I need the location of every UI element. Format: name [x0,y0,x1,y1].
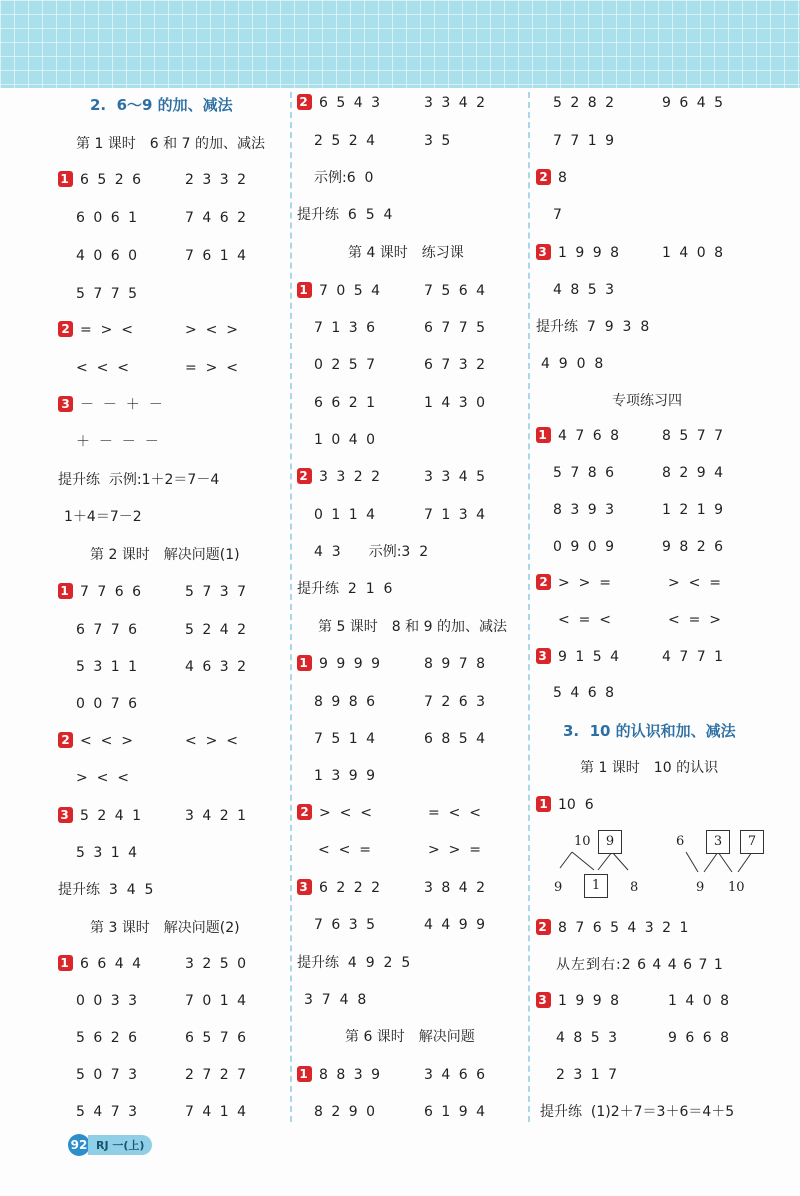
question-number-badge: 1 [58,583,73,599]
question-number-badge: 2 [536,574,551,590]
answer-row: 2 8 [536,168,567,188]
number-decomposition-diagram [550,826,650,896]
answer-row: 3 1 9 9 8 [536,991,621,1011]
question-number-badge: 3 [536,992,551,1008]
answer-group: 8 9 7 8 [424,656,487,672]
answer-group: 5 7 8 6 [553,465,616,481]
answer-group: 1 0 4 0 [314,432,377,448]
answer-group: 5 4 7 3 [76,1104,139,1120]
answer-group: 6 1 9 4 [424,1104,487,1120]
answer-row: 2 < < > [58,731,133,751]
section-heading: 2. 6～9 的加、减法 [90,96,233,114]
answer-box: 3 [706,830,730,854]
answer-row: 2 8 7 6 5 4 3 2 1 [536,918,690,938]
answer-row: 3 5 2 4 1 [58,806,143,826]
answer-group: 8 3 9 3 [553,502,616,518]
answer-group: 5 3 1 1 [76,659,139,675]
answer-row: 2 > < < [297,803,372,823]
answer-group: = < < [428,805,481,821]
answer-row: 1 7 7 6 6 [58,582,143,602]
question-number-badge: 1 [536,427,551,443]
answer-group: < > < [185,733,238,749]
question-number-badge: 2 [536,169,551,185]
answer-group: 7 2 6 3 [424,694,487,710]
number-decomposition-diagram [672,826,772,896]
answer-row: 3 1 9 9 8 [536,243,621,263]
answer-row: 1 10 6 [536,795,594,815]
edition-label: RJ 一(上) [88,1135,152,1155]
answer-group: 0 0 3 3 [76,993,139,1009]
answer-group: 5 0 7 3 [76,1067,139,1083]
answer-group: 从左到右:2 6 4 4 6 7 1 [556,957,724,973]
diagram-number: 6 [676,834,685,849]
answer-group: 3 3 4 2 [424,95,487,111]
answer-group: > < = [668,575,721,591]
extension-answer: 提升练 示例:1＋2＝7－4 [58,472,220,488]
answer-box: 7 [740,830,764,854]
answer-group: 6 7 7 5 [424,320,487,336]
diagram-number: 10 [574,834,591,849]
answer-group [662,205,666,225]
question-number-badge: 3 [58,396,73,412]
answer-box: 1 [584,874,608,898]
answer-group: > < < [76,770,129,786]
answer-group: 5 2 8 2 [553,95,616,111]
answer-group: 0 2 5 7 [314,357,377,373]
question-number-badge: 3 [58,807,73,823]
answer-row: 1 9 9 9 9 [297,654,382,674]
answer-group: 3 3 4 5 [424,469,487,485]
extension-answer: 提升练 3 4 5 [58,882,154,898]
answer-group: 3 2 5 0 [185,956,248,972]
column-divider [528,92,530,1122]
answer-group: 2 3 3 2 [185,172,248,188]
answer-group: 6 6 2 1 [314,395,377,411]
answer-group: 7 4 6 2 [185,210,248,226]
question-number-badge: 2 [58,321,73,337]
diagram-number: 8 [630,880,639,895]
answer-row: 1 4 7 6 8 [536,426,621,446]
answer-group: 3 8 4 2 [424,880,487,896]
answer-group: 7 7 1 9 [553,133,616,149]
answer-row: 1 6 6 4 4 [58,954,143,974]
question-number-badge: 2 [297,94,312,110]
answer-group: 1 3 9 9 [314,768,377,784]
answer-row: 1 8 8 3 9 [297,1065,382,1085]
question-number-badge: 3 [297,879,312,895]
extension-answer: 提升练 7 9 3 8 [536,319,650,335]
column-divider [290,92,292,1122]
diagram-number: 9 [696,880,705,895]
answer-group: 7 5 6 4 [424,283,487,299]
answer-row: 2 3 3 2 2 [297,467,382,487]
answer-box: 9 [598,830,622,854]
question-number-badge: 1 [536,796,551,812]
lesson-title: 第 1 课时 10 的认识 [580,760,719,776]
answer-group: 9 6 4 5 [662,95,725,111]
answer-group: 7 5 1 4 [314,731,377,747]
question-number-badge: 1 [297,282,312,298]
answer-group: 4 6 3 2 [185,659,248,675]
answer-group: < < < [76,360,129,376]
answer-group: 3 4 6 6 [424,1067,487,1083]
answer-group: > < > [185,322,238,338]
answer-group: 6 7 7 6 [76,622,139,638]
lesson-title: 第 1 课时 6 和 7 的加、减法 [76,136,265,152]
answer-group: 0 9 0 9 [553,539,616,555]
answer-group: 3 4 2 1 [185,808,248,824]
question-number-badge: 1 [58,955,73,971]
answer-group: 6 8 5 4 [424,731,487,747]
diagram-number: 10 [728,880,745,895]
answer-group: 0 0 7 6 [76,696,139,712]
answer-group: 5 7 3 7 [185,584,248,600]
lesson-title: 第 6 课时 解决问题 [345,1029,475,1045]
answer-group: 2 7 2 7 [185,1067,248,1083]
answer-group: 4 8 5 3 [553,282,616,298]
answer-group: 9 6 6 8 [668,1030,731,1046]
extension-answer: 1＋4＝7－2 [64,509,142,525]
answer-group: 4 0 6 0 [76,248,139,264]
answer-group: 8 2 9 0 [314,1104,377,1120]
question-number-badge: 2 [536,919,551,935]
answer-group [662,168,666,188]
question-number-badge: 2 [297,804,312,820]
answer-row: 2 > > = [536,573,611,593]
question-number-badge: 1 [297,1066,312,1082]
answer-group: 8 5 7 7 [662,428,725,444]
answer-group: 6 5 7 6 [185,1030,248,1046]
question-number-badge: 3 [536,244,551,260]
answer-group: 5 7 7 5 [76,286,139,302]
answer-row: 3 6 2 2 2 [297,878,382,898]
diagram-number: 9 [554,880,563,895]
answer-group: 2 3 1 7 [556,1067,619,1083]
answer-group: 1 4 3 0 [424,395,487,411]
question-number-badge: 3 [536,648,551,664]
extension-answer: 提升练 6 5 4 [297,207,393,223]
answer-group: 5 4 6 8 [553,685,616,701]
answer-example: 示例:6 0 [314,170,374,186]
answer-group: 2 5 2 4 [314,133,377,149]
answer-group: > > = [428,842,481,858]
answer-row: 1 7 0 5 4 [297,281,382,301]
page-footer [68,1134,152,1156]
answer-group: < < = [318,842,371,858]
question-number-badge: 1 [297,655,312,671]
answer-group: 1 4 0 8 [662,245,725,261]
lesson-title: 第 3 课时 解决问题(2) [90,920,240,936]
answer-row: 2 = > < [58,320,133,340]
extension-answer: 提升练 4 9 2 5 [297,955,411,971]
answer-group: 6 7 3 2 [424,357,487,373]
lesson-title: 第 5 课时 8 和 9 的加、减法 [318,619,507,635]
answer-group: 8 9 8 6 [314,694,377,710]
answer-group: 8 2 9 4 [662,465,725,481]
answer-group: 5 2 4 2 [185,622,248,638]
lesson-title: 专项练习四 [612,393,682,409]
answer-group: 7 6 3 5 [314,917,377,933]
answer-group: 4 3 示例:3 2 [314,544,429,560]
answer-row: 3 － － ＋ － [58,395,163,415]
answer-group: 7 [553,207,562,223]
answer-group: 4 8 5 3 [556,1030,619,1046]
lesson-title: 第 4 课时 练习课 [348,245,464,261]
section-heading: 3. 10 的认识和加、减法 [563,722,736,740]
page-number: 92 [68,1134,90,1156]
answer-group: 6 0 6 1 [76,210,139,226]
extension-answer: 提升练 2 1 6 [297,581,393,597]
answer-group: 5 3 1 4 [76,845,139,861]
question-number-badge: 2 [297,468,312,484]
answer-group: 7 1 3 4 [424,507,487,523]
answer-group: 4 4 9 9 [424,917,487,933]
answer-group: < = < [558,612,611,628]
extension-answer: 4 9 0 8 [541,356,604,372]
answer-row: 1 6 5 2 6 [58,170,143,190]
answer-group: 1 4 0 8 [668,993,731,1009]
question-number-badge: 2 [58,732,73,748]
extension-answer: 提升练 (1)2＋7＝3＋6＝4＋5 [540,1104,735,1120]
answer-group: 9 8 2 6 [662,539,725,555]
answer-group: 7 1 3 6 [314,320,377,336]
lesson-title: 第 2 课时 解决问题(1) [90,547,240,563]
answer-group: 4 7 7 1 [662,649,725,665]
question-number-badge: 1 [58,171,73,187]
answer-group: 0 1 1 4 [314,507,377,523]
header-grid-band [0,0,800,88]
answer-group: 7 0 1 4 [185,993,248,1009]
answer-group: 7 6 1 4 [185,248,248,264]
answer-group: = > < [185,360,238,376]
answer-group: 5 6 2 6 [76,1030,139,1046]
answer-group: 1 2 1 9 [662,502,725,518]
answer-group: < = > [668,612,721,628]
answer-row: 2 6 5 4 3 [297,93,382,113]
answer-group: 7 4 1 4 [185,1104,248,1120]
extension-answer: 3 7 4 8 [304,992,367,1008]
answer-group: ＋ － － － [76,434,159,450]
answer-group: 3 5 [424,133,453,149]
answer-row: 3 9 1 5 4 [536,647,621,667]
